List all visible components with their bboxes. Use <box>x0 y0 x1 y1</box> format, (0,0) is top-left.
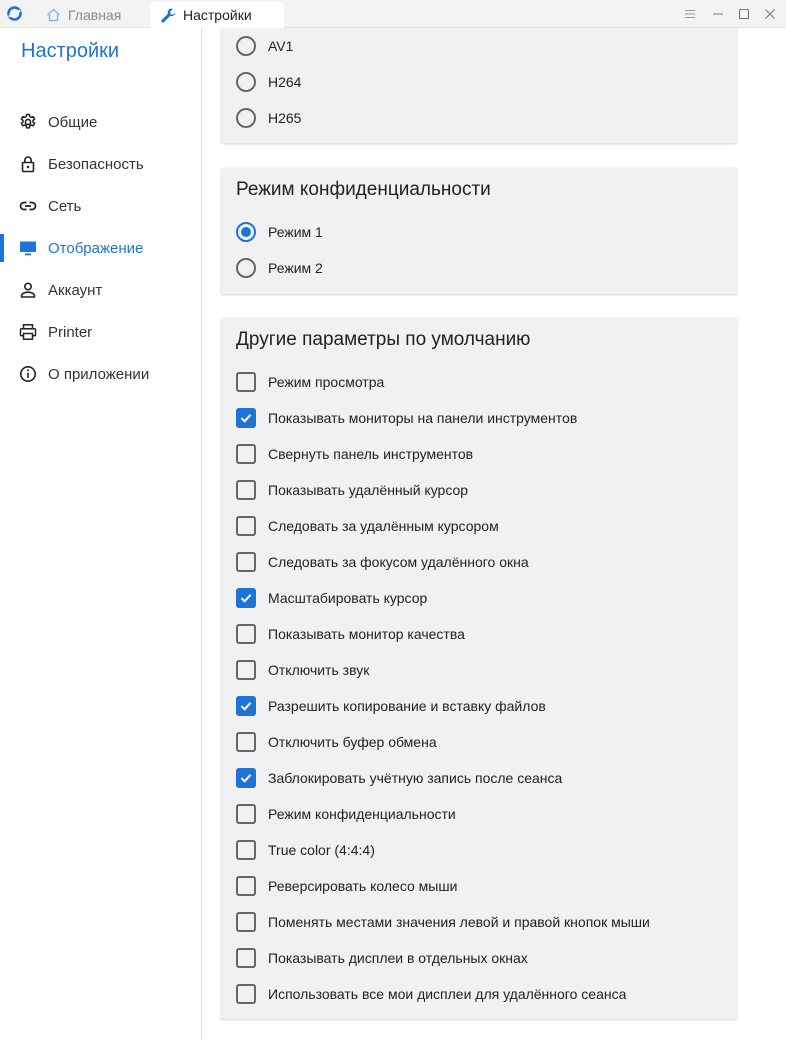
sidebar-item-label: Printer <box>48 323 93 341</box>
option-label: Показывать монитор качества <box>268 626 465 642</box>
option-label: Режим 1 <box>268 224 323 240</box>
tab-settings-label: Настройки <box>183 7 252 23</box>
printer-icon <box>19 323 37 341</box>
option-label: Показывать удалённый курсор <box>268 482 469 498</box>
sidebar <box>0 28 202 1040</box>
checkbox[interactable] <box>236 840 256 860</box>
radio-button[interactable] <box>236 72 256 92</box>
sidebar-item-about[interactable] <box>0 358 201 390</box>
monitor-icon <box>19 239 37 257</box>
checkbox[interactable] <box>236 912 256 932</box>
checkbox-option[interactable] <box>236 946 528 970</box>
checkbox[interactable] <box>236 408 256 428</box>
option-label: Масштабировать курсор <box>268 590 428 606</box>
checkbox-option[interactable] <box>236 622 465 646</box>
option-label: Режим 2 <box>268 260 323 276</box>
checkbox[interactable] <box>236 516 256 536</box>
option-label: AV1 <box>268 38 294 54</box>
sidebar-item-security[interactable] <box>0 148 201 180</box>
checkbox-option[interactable] <box>236 694 546 718</box>
option-label: Показывать дисплеи в отдельных окнах <box>268 950 528 966</box>
checkbox[interactable] <box>236 984 256 1004</box>
checkbox-option[interactable] <box>236 802 456 826</box>
title-bar <box>0 0 786 28</box>
checkbox-option[interactable] <box>236 478 468 502</box>
menu-icon[interactable] <box>680 4 700 24</box>
radio-button[interactable] <box>236 222 256 242</box>
option-label: Использовать все мои дисплеи для удалённого сеанса <box>268 986 627 1002</box>
checkbox-option[interactable] <box>236 982 626 1006</box>
option-label: Отключить буфер обмена <box>268 734 437 750</box>
checkbox[interactable] <box>236 660 256 680</box>
checkbox[interactable] <box>236 624 256 644</box>
checkbox-option[interactable] <box>236 766 562 790</box>
option-label: Свернуть панель инструментов <box>268 446 474 462</box>
main-content <box>202 28 786 1040</box>
checkbox-option[interactable] <box>236 406 577 430</box>
option-label: Поменять местами значения левой и правой кнопок мыши <box>268 914 650 930</box>
option-label: Отключить звук <box>268 662 370 678</box>
card-title: Другие параметры по умолчанию <box>236 329 531 350</box>
codec-card <box>220 28 738 144</box>
privacy-mode-card <box>220 167 738 295</box>
checkbox-option[interactable] <box>236 514 499 538</box>
checkbox[interactable] <box>236 876 256 896</box>
radio-button[interactable] <box>236 36 256 56</box>
checkbox[interactable] <box>236 696 256 716</box>
checkbox-option[interactable] <box>236 658 369 682</box>
sidebar-item-display[interactable] <box>0 232 201 264</box>
tab-settings[interactable] <box>150 2 284 28</box>
sidebar-item-label: О приложении <box>48 365 150 383</box>
sidebar-item-label: Общие <box>48 113 98 131</box>
maximize-icon[interactable] <box>734 4 754 24</box>
sidebar-item-general[interactable] <box>0 106 201 138</box>
card-title: Режим конфиденциальности <box>236 179 491 200</box>
person-icon <box>19 281 37 299</box>
option-label: Заблокировать учётную запись после сеанса <box>268 770 563 786</box>
checkbox-option[interactable] <box>236 874 457 898</box>
option-label: Режим конфиденциальности <box>268 806 456 822</box>
radio-h265[interactable] <box>236 106 301 130</box>
option-label: H265 <box>268 110 302 126</box>
radio-h264[interactable] <box>236 70 301 94</box>
checkbox[interactable] <box>236 480 256 500</box>
option-label: Реверсировать колесо мыши <box>268 878 458 894</box>
home-icon <box>44 6 62 24</box>
radio-av1[interactable] <box>236 34 293 58</box>
checkbox-option[interactable] <box>236 838 375 862</box>
gear-icon <box>19 113 37 131</box>
checkbox-option[interactable] <box>236 730 437 754</box>
checkbox-option[interactable] <box>236 550 529 574</box>
checkbox[interactable] <box>236 768 256 788</box>
minimize-icon[interactable] <box>708 4 728 24</box>
checkbox[interactable] <box>236 948 256 968</box>
wrench-icon <box>159 6 177 24</box>
tab-home[interactable] <box>38 2 150 28</box>
checkbox[interactable] <box>236 804 256 824</box>
sidebar-item-label: Безопасность <box>48 155 144 173</box>
sidebar-item-label: Сеть <box>48 197 82 215</box>
checkbox[interactable] <box>236 588 256 608</box>
option-label: Следовать за удалённым курсором <box>268 518 499 534</box>
checkbox-option[interactable] <box>236 586 427 610</box>
option-label: H264 <box>268 74 302 90</box>
radio-button[interactable] <box>236 108 256 128</box>
app-logo-icon <box>6 5 23 22</box>
sidebar-item-label: Отображение <box>48 239 144 257</box>
option-label: Следовать за фокусом удалённого окна <box>268 554 529 570</box>
checkbox[interactable] <box>236 552 256 572</box>
checkbox-option[interactable] <box>236 910 650 934</box>
option-label: True color (4:4:4) <box>268 842 375 858</box>
checkbox[interactable] <box>236 732 256 752</box>
tab-home-label: Главная <box>68 7 122 23</box>
sidebar-item-network[interactable] <box>0 190 201 222</box>
link-icon <box>19 197 37 215</box>
checkbox[interactable] <box>236 444 256 464</box>
radio-privacy-mode-2[interactable] <box>236 256 323 280</box>
lock-icon <box>19 155 37 173</box>
close-icon[interactable] <box>760 4 780 24</box>
sidebar-item-account[interactable] <box>0 274 201 306</box>
radio-button[interactable] <box>236 258 256 278</box>
radio-privacy-mode-1[interactable] <box>236 220 323 244</box>
checkbox-option[interactable] <box>236 370 384 394</box>
option-label: Показывать мониторы на панели инструментов <box>268 410 578 426</box>
sidebar-item-printer[interactable] <box>0 316 201 348</box>
info-icon <box>19 365 37 383</box>
option-label: Режим просмотра <box>268 374 385 390</box>
sidebar-item-label: Аккаунт <box>48 281 103 299</box>
checkbox-option[interactable] <box>236 442 473 466</box>
other-defaults-card <box>220 317 738 1020</box>
sidebar-title: Настройки <box>21 40 120 62</box>
option-label: Разрешить копирование и вставку файлов <box>268 698 546 714</box>
checkbox[interactable] <box>236 372 256 392</box>
